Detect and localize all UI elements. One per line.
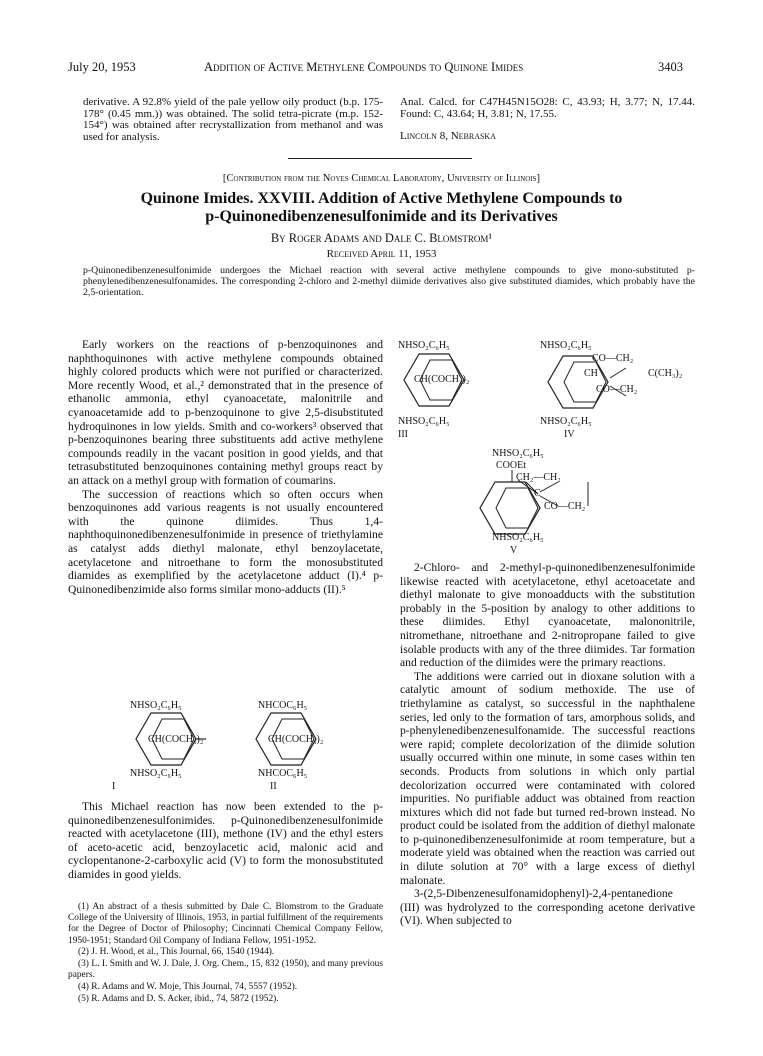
footnote: (1) An abstract of a thesis submitted by Dale C. Blomstrom to the Graduate College of the University of Illinois, 1953, in partial fulfillment of the requirements for the Degree of Doctor of Philosophy; Cincinnati Chemical Company Fellow, 1950-1951; Standard Oil Company of Indiana Fellow, 1951-1952. bbox=[68, 902, 383, 946]
footnotes bbox=[68, 902, 383, 1005]
prev-article-anal: Anal. Calcd. for C47H45N15O28: C, 43.93; H, 3.77; N, 17.44. Found: C, 43.64; H, 3.81; N, 17.55. bbox=[400, 96, 695, 120]
paragraph: This Michael reaction has now been extended to the p-quinonedibenzenesulfonimides. p-Quinonedibenzenesulfonimide reacted with acetylacetone (III), methone (IV) and the ethyl esters of aceto-acetic acid, benzoylacetic acid, malonic acid and cyclopentanone-2-carboxylic acid (V) to form the monosubstituted diamides in good yields. bbox=[68, 800, 383, 881]
struct-IV-ch: CH bbox=[584, 368, 598, 379]
struct-IV-co-top: CO—CH₂ bbox=[592, 353, 634, 364]
struct-IV-cme: C(CH₃)₂ bbox=[648, 368, 683, 379]
footnote: (5) R. Adams and D. S. Acker, ibid., 74, 5872 (1952). bbox=[78, 993, 279, 1004]
struct-I-side: CH(COCH₃)₂ bbox=[148, 734, 204, 745]
struct-III-bottom: NHSO₂C₆H₅ bbox=[398, 416, 450, 427]
struct-V-top: NHSO₂C₆H₅ bbox=[492, 448, 544, 459]
footnote: (2) J. H. Wood, et al., This Journal, 66, 1540 (1944). bbox=[78, 947, 275, 958]
struct-V-co-ch2: CO—CH₂ bbox=[544, 501, 586, 512]
struct-III-top: NHSO₂C₆H₅ bbox=[398, 340, 450, 351]
abstract: p-Quinonedibenzenesulfonimide undergoes the Michael reaction with several active methylene compounds to give mono-substituted p-phenylenedibenzenesulfonamides. The corresponding 2-chloro and 2-methyl diimide derivatives also give substituted diamides, which probably have the 2,5-orientation. bbox=[83, 265, 695, 298]
struct-I-bottom: NHSO₂C₆H₅ bbox=[130, 768, 182, 779]
struct-IV-label: IV bbox=[564, 429, 575, 440]
right-column bbox=[400, 561, 695, 928]
struct-III-label: III bbox=[398, 429, 408, 440]
struct-V-ch2ch2: CH₂—CH₂ bbox=[516, 472, 561, 483]
header-running-title: Addition of Active Methylene Compounds to Quinone Imides bbox=[204, 60, 524, 74]
struct-V-bottom: NHSO₂C₆H₅ bbox=[492, 532, 544, 543]
struct-IV-top: NHSO₂C₆H₅ bbox=[540, 340, 592, 351]
received-date: Received April 11, 1953 bbox=[326, 248, 437, 260]
article-title-line1: Quinone Imides. XXVIII. Addition of Active Methylene Compounds to bbox=[140, 190, 623, 207]
article-authors: By Roger Adams and Dale C. Blomstrom¹ bbox=[270, 231, 493, 245]
struct-II-side: CH(COCH₃)₂ bbox=[268, 734, 324, 745]
footnote: (4) R. Adams and W. Moje, This Journal, 74, 5557 (1952). bbox=[78, 981, 298, 992]
struct-II-top: NHCOC₆H₅ bbox=[258, 700, 308, 711]
left-column-bottom bbox=[68, 800, 383, 882]
struct-V-c: C bbox=[534, 488, 541, 499]
paragraph: Early workers on the reactions of p-benzoquinones and naphthoquinones with active methylene compounds obtained highly colored products which were not purified or characterized. More recently Wood, et al.,² demonstrated that in the presence of ethanolic ammonia, ethyl cyanoacetate, malonitrile and cyanoacetamide add to p-benzoquinone to give 2,5-disubstituted hydroquinones in low yields. Smith and co-workers³ observed that p-benzoquinones bearing three substituents add active methylene compounds readily in the vacant position in good yields, and that tetrasubstituted benzoquinones containing methyl groups react by an attack on a methyl group with formation of coumarins. bbox=[68, 338, 383, 487]
struct-II-bottom: NHCOC₆H₅ bbox=[258, 768, 308, 779]
struct-III-side: CH(COCH₃)₂ bbox=[414, 374, 470, 385]
footnote: (3) L. I. Smith and W. J. Dale, J. Org. Chem., 15, 832 (1950), and many previous papers. bbox=[68, 959, 383, 981]
paragraph: The succession of reactions which so often occurs when benzoquinones add various reagents is not usually encountered with the quinone diimides. Thus 1,4-naphthoquinonedibenzenesulfonimide in presence of triethylamine as catalyst adds diethyl malonate, ethyl benzoylacetate, acetylacetone and nitroethane to form the monosubstituted diamides as exemplified by the acetylacetone adduct (I).⁴ p-Quinonedibenzimide also forms similar mono-adducts (II).⁵ bbox=[68, 487, 383, 596]
struct-V-label: V bbox=[510, 545, 518, 556]
header-date: July 20, 1953 bbox=[68, 60, 136, 74]
header-page-number: 3403 bbox=[658, 60, 683, 74]
article-divider bbox=[288, 158, 472, 159]
paragraph: The additions were carried out in dioxane solution with a catalytic amount of sodium methoxide. The use of triethylamine as catalyst, so successful in the naphthalene series, led only to the formation of tars, amorphous solids, and p-phenylenedibenzenesulfonamide. The successful reactions were rapid; complete decolorization of the diimide solution usually occurred within one minute, in some cases within ten seconds. Products from solutions in which only partial decolorization occurred were contaminated with colored impurities. No purifiable adduct was obtained from reaction mixtures which did not fade but turned red-brown instead. No product could be isolated from the addition of diethyl malonate to p-quinonedibenzenesulfonimide at room temperature, but a moderate yield was obtained when the reaction was carried out in dilute solution at 70° with a large excess of diethyl malonate. bbox=[400, 669, 695, 887]
prev-article-location: Lincoln 8, Nebraska bbox=[400, 130, 496, 142]
struct-II-label: II bbox=[270, 781, 277, 792]
struct-IV-bottom: NHSO₂C₆H₅ bbox=[540, 416, 592, 427]
left-column-top bbox=[68, 338, 383, 596]
contribution-line: [Contribution from the Noyes Chemical Laboratory, University of Illinois] bbox=[222, 173, 541, 184]
paragraph: 2-Chloro- and 2-methyl-p-quinonedibenzenesulfonimide likewise reacted with acetylacetone, ethyl acetoacetate and diethyl malonate to give monoadducts with the substitution probably in the 5-position by analogy to other additions to these diimides. Ethyl cyanoacetate, malononitrile, nitromethane, nitroethane and 2-nitropropane failed to give isolable products with any of the three diimides. Tar formation and reduction of the diimides were the primary reactions. bbox=[400, 561, 695, 670]
struct-I-label: I bbox=[112, 781, 116, 792]
paragraph: 3-(2,5-Dibenzenesulfonamidophenyl)-2,4-pentanedione (III) was hydrolyzed to the corresponding acetone derivative (VI). When subjected to bbox=[400, 887, 695, 928]
struct-I-top: NHSO₂C₆H₅ bbox=[130, 700, 182, 711]
struct-IV-co-bottom: CO—CH₂ bbox=[596, 384, 638, 395]
prev-article-text: derivative. A 92.8% yield of the pale yellow oily product (b.p. 175-178° (0.45 mm.)) was obtained. The solid tetra-picrate (m.p. 152-154°) was obtained after recrystallization from methanol and was used for analysis. bbox=[83, 96, 383, 143]
article-title-line2: p-Quinonedibenzenesulfonimide and its Derivatives bbox=[205, 208, 558, 225]
struct-V-cooet: COOEt bbox=[496, 460, 526, 471]
